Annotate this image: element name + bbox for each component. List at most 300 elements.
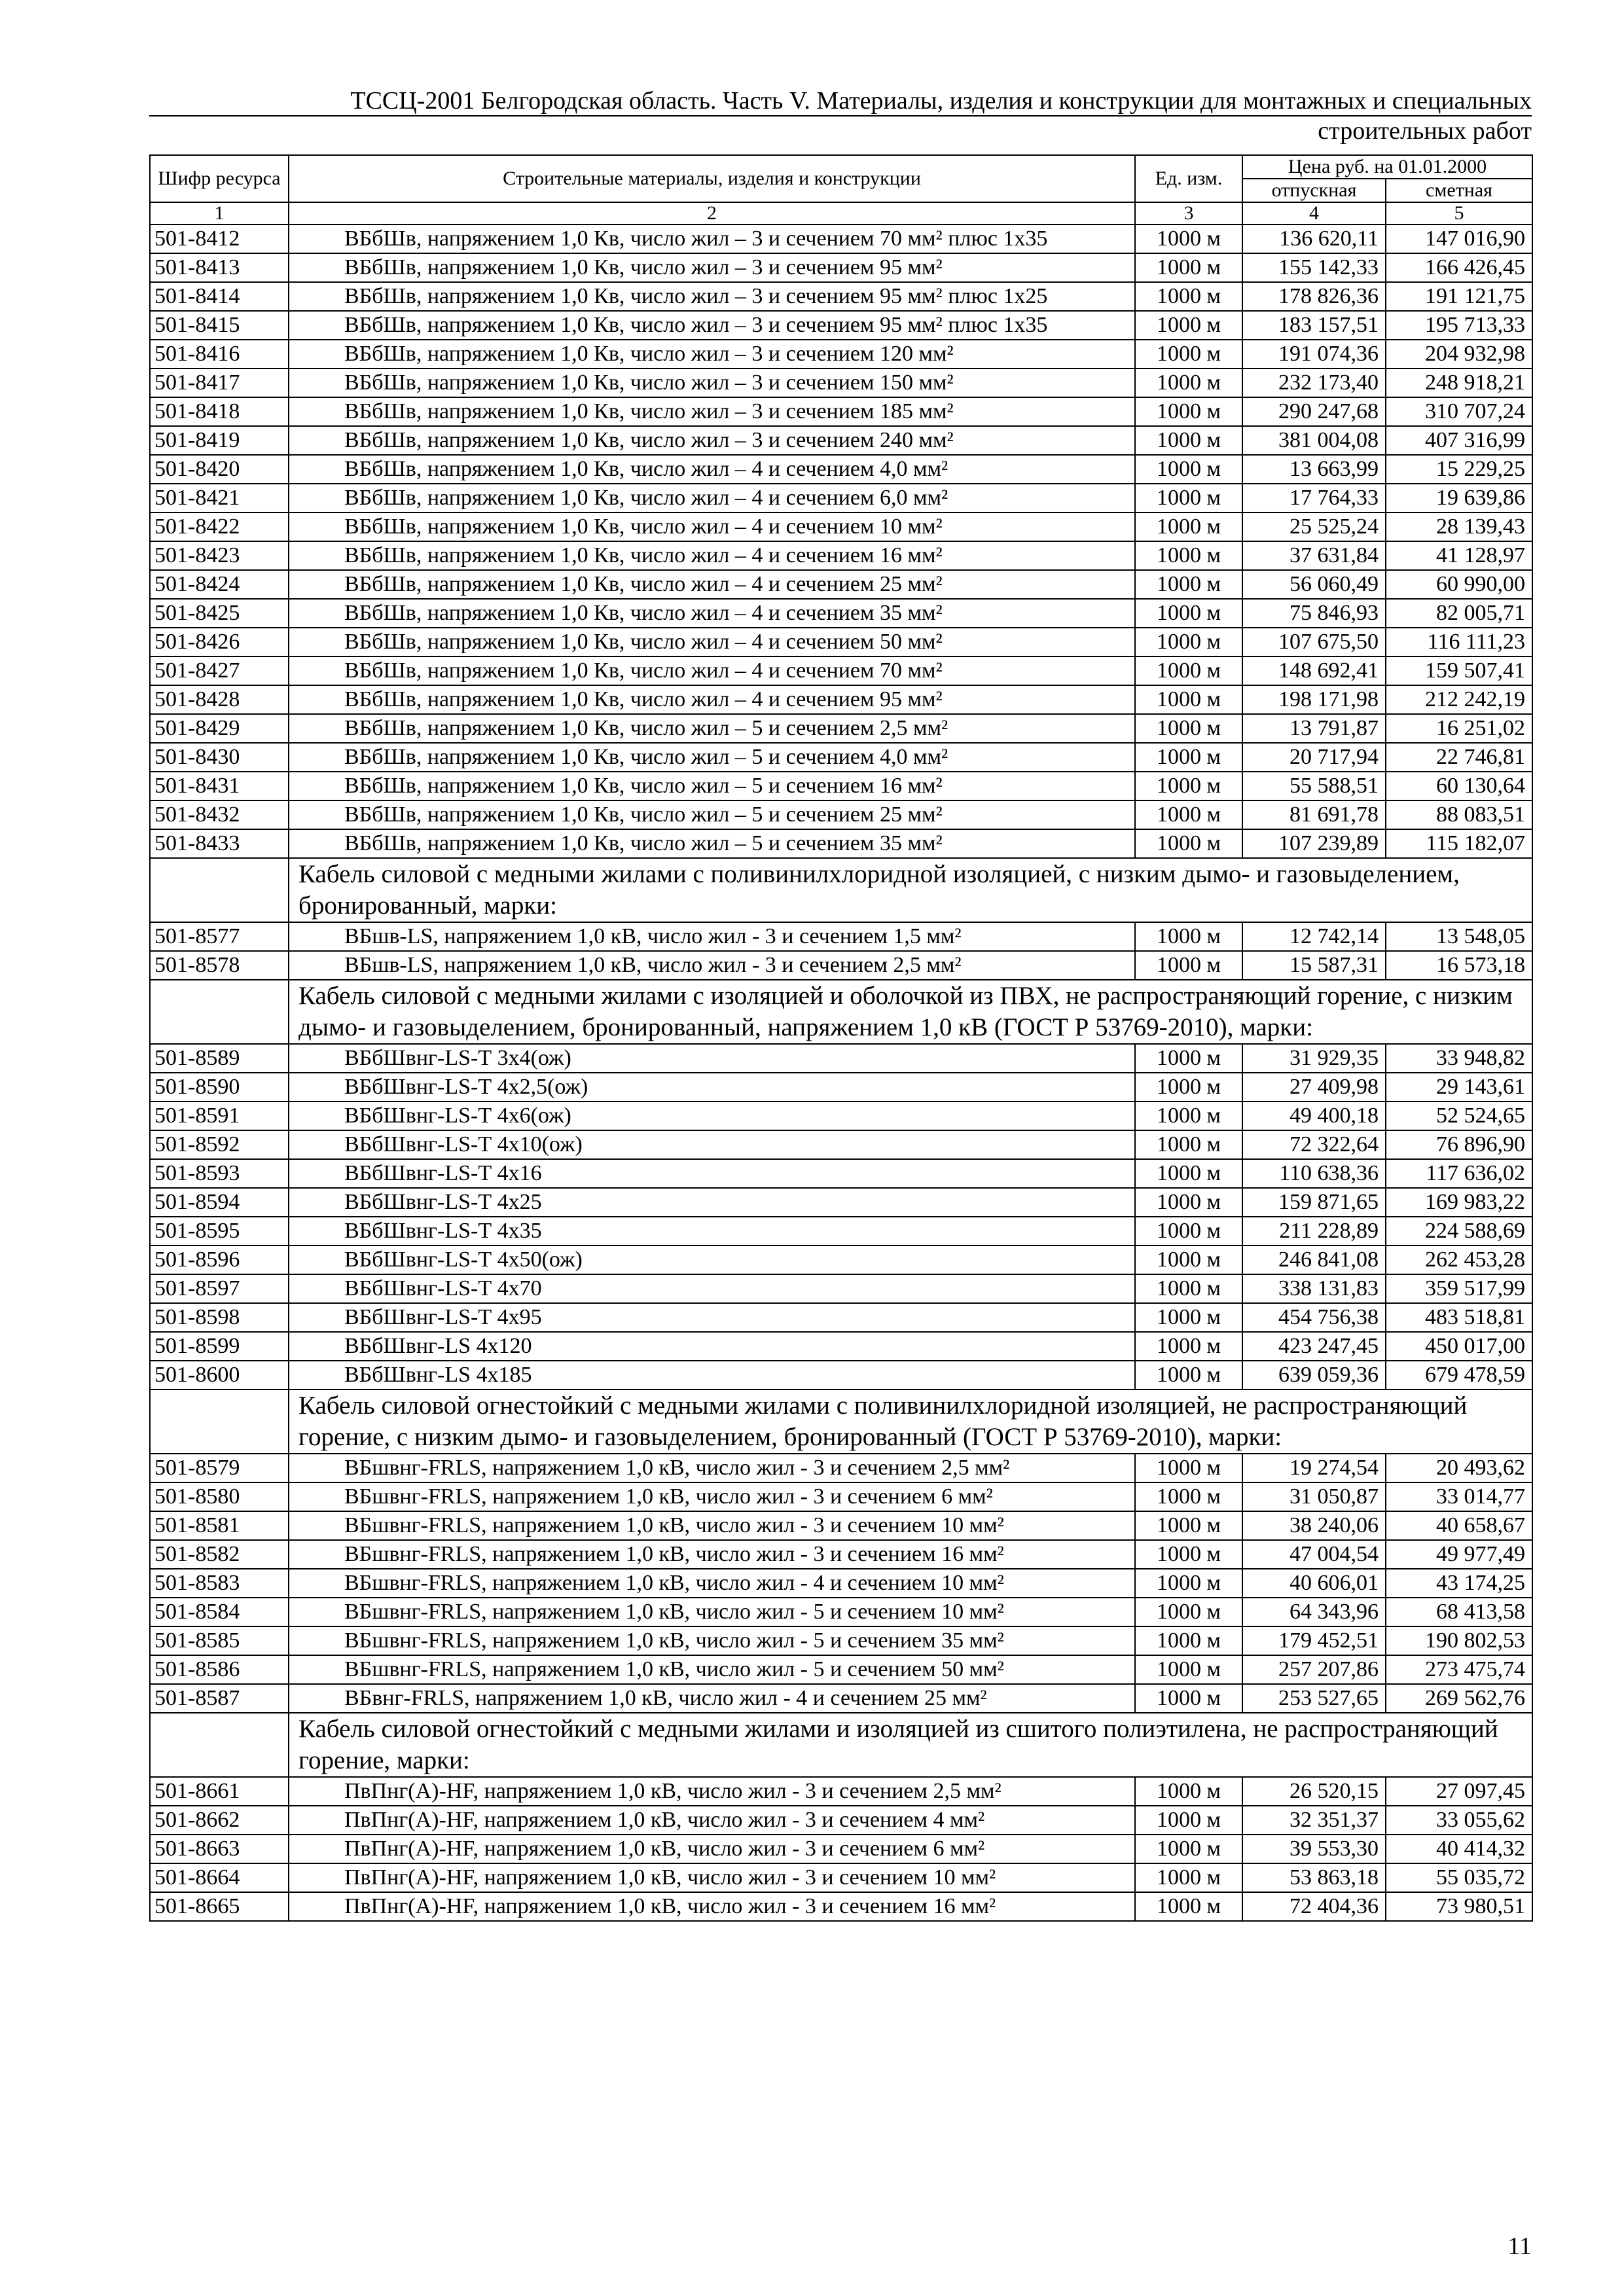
unit-cell: 1000 м	[1135, 1806, 1242, 1835]
resource-code: 501-8416	[150, 340, 289, 368]
table-row	[150, 1511, 1532, 1540]
estimate-price: 22 746,81	[1386, 743, 1532, 772]
estimate-price: 262 453,28	[1386, 1246, 1532, 1274]
material-description: ВБбШв, напряжением 1,0 Кв, число жил – 3 и сечением 95 мм² плюс 1х35	[289, 311, 1135, 340]
col-number: 2	[289, 202, 1135, 224]
section-row	[150, 1713, 1532, 1777]
estimate-price: 116 111,23	[1386, 628, 1532, 656]
table-row	[150, 311, 1532, 340]
table-row	[150, 1361, 1532, 1390]
col-number: 5	[1386, 202, 1532, 224]
release-price: 155 142,33	[1242, 253, 1386, 282]
table-row	[150, 253, 1532, 282]
table-row	[150, 599, 1532, 628]
table-row	[150, 1130, 1532, 1159]
unit-cell: 1000 м	[1135, 922, 1242, 951]
material-description: ВБбШв, напряжением 1,0 Кв, число жил – 4 и сечением 50 мм²	[289, 628, 1135, 656]
release-price: 13 663,99	[1242, 455, 1386, 484]
release-price: 198 171,98	[1242, 685, 1386, 714]
material-description: ВБбШв, напряжением 1,0 Кв, число жил – 4 и сечением 35 мм²	[289, 599, 1135, 628]
release-price: 13 791,87	[1242, 714, 1386, 743]
section-title: Кабель силовой с медными жилами с поливинилхлоридной изоляцией, с низким дымо- и газовыделением, бронированный, марки:	[289, 858, 1532, 922]
unit-cell: 1000 м	[1135, 282, 1242, 311]
table-row	[150, 1835, 1532, 1863]
unit-cell: 1000 м	[1135, 1454, 1242, 1482]
material-description: ВБшвнг-FRLS, напряжением 1,0 кВ, число жил - 3 и сечением 16 мм²	[289, 1540, 1135, 1569]
release-price: 423 247,45	[1242, 1332, 1386, 1361]
material-description: ПвПнг(А)-HF, напряжением 1,0 кВ, число жил - 3 и сечением 10 мм²	[289, 1863, 1135, 1892]
estimate-price: 19 639,86	[1386, 484, 1532, 512]
col-header-estimate-price: сметная	[1386, 179, 1532, 202]
material-description: ВБбШв, напряжением 1,0 Кв, число жил – 5 и сечением 25 мм²	[289, 800, 1135, 829]
unit-cell: 1000 м	[1135, 224, 1242, 253]
release-price: 47 004,54	[1242, 1540, 1386, 1569]
material-description: ПвПнг(А)-HF, напряжением 1,0 кВ, число жил - 3 и сечением 2,5 мм²	[289, 1777, 1135, 1806]
material-description: ВБшвнг-FRLS, напряжением 1,0 кВ, число жил - 3 и сечением 10 мм²	[289, 1511, 1135, 1540]
unit-cell: 1000 м	[1135, 1655, 1242, 1684]
table-row	[150, 1159, 1532, 1188]
table-row	[150, 1540, 1532, 1569]
table-row	[150, 570, 1532, 599]
release-price: 639 059,36	[1242, 1361, 1386, 1390]
resource-code: 501-8577	[150, 922, 289, 951]
estimate-price: 33 055,62	[1386, 1806, 1532, 1835]
estimate-price: 159 507,41	[1386, 656, 1532, 685]
estimate-price: 169 983,22	[1386, 1188, 1532, 1217]
resource-code: 501-8583	[150, 1569, 289, 1598]
resource-code: 501-8419	[150, 426, 289, 455]
table-row	[150, 1274, 1532, 1303]
resource-code: 501-8415	[150, 311, 289, 340]
estimate-price: 49 977,49	[1386, 1540, 1532, 1569]
resource-code: 501-8433	[150, 829, 289, 858]
table-row	[150, 224, 1532, 253]
material-description: ВБшв-LS, напряжением 1,0 кВ, число жил - 3 и сечением 1,5 мм²	[289, 922, 1135, 951]
table-row	[150, 1598, 1532, 1626]
release-price: 179 452,51	[1242, 1626, 1386, 1655]
unit-cell: 1000 м	[1135, 1159, 1242, 1188]
material-description: ВБбШв, напряжением 1,0 Кв, число жил – 4 и сечением 70 мм²	[289, 656, 1135, 685]
resource-code: 501-8580	[150, 1482, 289, 1511]
unit-cell: 1000 м	[1135, 1303, 1242, 1332]
release-price: 191 074,36	[1242, 340, 1386, 368]
table-row	[150, 426, 1532, 455]
resource-code: 501-8597	[150, 1274, 289, 1303]
estimate-price: 16 251,02	[1386, 714, 1532, 743]
release-price: 49 400,18	[1242, 1102, 1386, 1130]
release-price: 72 404,36	[1242, 1892, 1386, 1921]
unit-cell: 1000 м	[1135, 1626, 1242, 1655]
unit-cell: 1000 м	[1135, 1073, 1242, 1102]
estimate-price: 117 636,02	[1386, 1159, 1532, 1188]
estimate-price: 20 493,62	[1386, 1454, 1532, 1482]
estimate-price: 40 414,32	[1386, 1835, 1532, 1863]
table-row	[150, 1102, 1532, 1130]
material-description: ВБбШв, напряжением 1,0 Кв, число жил – 3 и сечением 95 мм² плюс 1х25	[289, 282, 1135, 311]
material-description: ВБбШвнг-LS-Т 4х2,5(ож)	[289, 1073, 1135, 1102]
table-row	[150, 282, 1532, 311]
estimate-price: 27 097,45	[1386, 1777, 1532, 1806]
estimate-price: 88 083,51	[1386, 800, 1532, 829]
estimate-price: 359 517,99	[1386, 1274, 1532, 1303]
material-description: ПвПнг(А)-HF, напряжением 1,0 кВ, число жил - 3 и сечением 6 мм²	[289, 1835, 1135, 1863]
material-description: ВБбШв, напряжением 1,0 Кв, число жил – 3 и сечением 120 мм²	[289, 340, 1135, 368]
release-price: 290 247,68	[1242, 397, 1386, 426]
release-price: 26 520,15	[1242, 1777, 1386, 1806]
col-header-unit: Ед. изм.	[1135, 155, 1242, 202]
material-description: ВБшвнг-FRLS, напряжением 1,0 кВ, число жил - 3 и сечением 2,5 мм²	[289, 1454, 1135, 1482]
table-row	[150, 1454, 1532, 1482]
estimate-price: 204 932,98	[1386, 340, 1532, 368]
table-row	[150, 541, 1532, 570]
resource-code: 501-8585	[150, 1626, 289, 1655]
resource-code: 501-8661	[150, 1777, 289, 1806]
release-price: 40 606,01	[1242, 1569, 1386, 1598]
release-price: 338 131,83	[1242, 1274, 1386, 1303]
table-row	[150, 772, 1532, 800]
section-row	[150, 980, 1532, 1044]
resource-code: 501-8581	[150, 1511, 289, 1540]
unit-cell: 1000 м	[1135, 628, 1242, 656]
release-price: 72 322,64	[1242, 1130, 1386, 1159]
estimate-price: 483 518,81	[1386, 1303, 1532, 1332]
table-row	[150, 340, 1532, 368]
resource-code: 501-8418	[150, 397, 289, 426]
page-header	[149, 86, 1532, 145]
section-row	[150, 1390, 1532, 1454]
release-price: 27 409,98	[1242, 1073, 1386, 1102]
release-price: 20 717,94	[1242, 743, 1386, 772]
unit-cell: 1000 м	[1135, 426, 1242, 455]
material-description: ВБбШв, напряжением 1,0 Кв, число жил – 5 и сечением 35 мм²	[289, 829, 1135, 858]
col-header-code: Шифр ресурса	[150, 155, 289, 202]
estimate-price: 115 182,07	[1386, 829, 1532, 858]
resource-code: 501-8412	[150, 224, 289, 253]
estimate-price: 15 229,25	[1386, 455, 1532, 484]
resource-code: 501-8589	[150, 1044, 289, 1073]
table-row	[150, 628, 1532, 656]
release-price: 15 587,31	[1242, 951, 1386, 980]
estimate-price: 76 896,90	[1386, 1130, 1532, 1159]
estimate-price: 191 121,75	[1386, 282, 1532, 311]
release-price: 17 764,33	[1242, 484, 1386, 512]
unit-cell: 1000 м	[1135, 253, 1242, 282]
release-price: 37 631,84	[1242, 541, 1386, 570]
resource-code: 501-8600	[150, 1361, 289, 1390]
resource-code: 501-8587	[150, 1684, 289, 1713]
unit-cell: 1000 м	[1135, 1835, 1242, 1863]
unit-cell: 1000 м	[1135, 1361, 1242, 1390]
table-row	[150, 512, 1532, 541]
unit-cell: 1000 м	[1135, 570, 1242, 599]
estimate-price: 68 413,58	[1386, 1598, 1532, 1626]
estimate-price: 310 707,24	[1386, 397, 1532, 426]
estimate-price: 28 139,43	[1386, 512, 1532, 541]
header-title-line2: строительных работ	[1318, 117, 1532, 145]
section-code-cell	[150, 980, 289, 1044]
table-row	[150, 743, 1532, 772]
material-description: ВБбШв, напряжением 1,0 Кв, число жил – 5 и сечением 4,0 мм²	[289, 743, 1135, 772]
table-body	[150, 224, 1532, 1921]
estimate-price: 40 658,67	[1386, 1511, 1532, 1540]
release-price: 211 228,89	[1242, 1217, 1386, 1246]
table-row	[150, 1246, 1532, 1274]
section-code-cell	[150, 1713, 289, 1777]
resource-code: 501-8579	[150, 1454, 289, 1482]
material-description: ВБбШв, напряжением 1,0 Кв, число жил – 4 и сечением 16 мм²	[289, 541, 1135, 570]
resource-code: 501-8431	[150, 772, 289, 800]
estimate-price: 269 562,76	[1386, 1684, 1532, 1713]
header-title-line1: ТССЦ-2001 Белгородская область. Часть V. Материалы, изделия и конструкции для монтажных и специальных	[149, 86, 1532, 117]
release-price: 19 274,54	[1242, 1454, 1386, 1482]
material-description: ВБбШвнг-LS-Т 4х10(ож)	[289, 1130, 1135, 1159]
section-title: Кабель силовой огнестойкий с медными жилами и изоляцией из сшитого полиэтилена, не распространяющий горение, марки:	[289, 1713, 1532, 1777]
material-description: ВБбШв, напряжением 1,0 Кв, число жил – 4 и сечением 4,0 мм²	[289, 455, 1135, 484]
table-row	[150, 1777, 1532, 1806]
estimate-price: 52 524,65	[1386, 1102, 1532, 1130]
resource-code: 501-8582	[150, 1540, 289, 1569]
resource-code: 501-8421	[150, 484, 289, 512]
resource-code: 501-8593	[150, 1159, 289, 1188]
unit-cell: 1000 м	[1135, 512, 1242, 541]
material-description: ВБбШв, напряжением 1,0 Кв, число жил – 4 и сечением 95 мм²	[289, 685, 1135, 714]
estimate-price: 16 573,18	[1386, 951, 1532, 980]
resource-code: 501-8664	[150, 1863, 289, 1892]
material-description: ВБшвнг-FRLS, напряжением 1,0 кВ, число жил - 5 и сечением 35 мм²	[289, 1626, 1135, 1655]
col-number: 1	[150, 202, 289, 224]
resource-code: 501-8590	[150, 1073, 289, 1102]
unit-cell: 1000 м	[1135, 829, 1242, 858]
table-row	[150, 1482, 1532, 1511]
col-number: 3	[1135, 202, 1242, 224]
material-description: ВБшвнг-FRLS, напряжением 1,0 кВ, число жил - 3 и сечением 6 мм²	[289, 1482, 1135, 1511]
table-row	[150, 1806, 1532, 1835]
release-price: 81 691,78	[1242, 800, 1386, 829]
estimate-price: 29 143,61	[1386, 1073, 1532, 1102]
estimate-price: 55 035,72	[1386, 1863, 1532, 1892]
col-header-price: Цена руб. на 01.01.2000	[1242, 155, 1532, 179]
resource-code: 501-8428	[150, 685, 289, 714]
unit-cell: 1000 м	[1135, 1511, 1242, 1540]
unit-cell: 1000 м	[1135, 541, 1242, 570]
unit-cell: 1000 м	[1135, 311, 1242, 340]
resource-code: 501-8432	[150, 800, 289, 829]
release-price: 148 692,41	[1242, 656, 1386, 685]
section-code-cell	[150, 1390, 289, 1454]
unit-cell: 1000 м	[1135, 951, 1242, 980]
table-row	[150, 800, 1532, 829]
estimate-price: 224 588,69	[1386, 1217, 1532, 1246]
material-description: ВБбШвнг-LS-Т 4х35	[289, 1217, 1135, 1246]
table-row	[150, 922, 1532, 951]
release-price: 56 060,49	[1242, 570, 1386, 599]
unit-cell: 1000 м	[1135, 1217, 1242, 1246]
unit-cell: 1000 м	[1135, 685, 1242, 714]
resource-code: 501-8424	[150, 570, 289, 599]
material-description: ВБбШв, напряжением 1,0 Кв, число жил – 3 и сечением 70 мм² плюс 1х35	[289, 224, 1135, 253]
table-row	[150, 951, 1532, 980]
material-description: ВБбШв, напряжением 1,0 Кв, число жил – 5 и сечением 16 мм²	[289, 772, 1135, 800]
unit-cell: 1000 м	[1135, 1482, 1242, 1511]
release-price: 75 846,93	[1242, 599, 1386, 628]
unit-cell: 1000 м	[1135, 1102, 1242, 1130]
resource-code: 501-8586	[150, 1655, 289, 1684]
table-row	[150, 484, 1532, 512]
estimate-price: 41 128,97	[1386, 541, 1532, 570]
release-price: 159 871,65	[1242, 1188, 1386, 1217]
estimate-price: 248 918,21	[1386, 368, 1532, 397]
material-description: ВБбШвнг-LS-Т 4х95	[289, 1303, 1135, 1332]
table-row	[150, 1569, 1532, 1598]
table-row	[150, 1892, 1532, 1921]
table-row	[150, 397, 1532, 426]
unit-cell: 1000 м	[1135, 1540, 1242, 1569]
release-price: 253 527,65	[1242, 1684, 1386, 1713]
estimate-price: 166 426,45	[1386, 253, 1532, 282]
unit-cell: 1000 м	[1135, 800, 1242, 829]
release-price: 53 863,18	[1242, 1863, 1386, 1892]
material-description: ВБбШв, напряжением 1,0 Кв, число жил – 4 и сечением 6,0 мм²	[289, 484, 1135, 512]
table-row	[150, 685, 1532, 714]
release-price: 136 620,11	[1242, 224, 1386, 253]
table-row	[150, 1626, 1532, 1655]
unit-cell: 1000 м	[1135, 743, 1242, 772]
resource-code: 501-8429	[150, 714, 289, 743]
material-description: ВБбШв, напряжением 1,0 Кв, число жил – 3 и сечением 185 мм²	[289, 397, 1135, 426]
resource-code: 501-8598	[150, 1303, 289, 1332]
release-price: 107 675,50	[1242, 628, 1386, 656]
estimate-price: 407 316,99	[1386, 426, 1532, 455]
table-row	[150, 1073, 1532, 1102]
unit-cell: 1000 м	[1135, 1598, 1242, 1626]
resource-code: 501-8595	[150, 1217, 289, 1246]
release-price: 25 525,24	[1242, 512, 1386, 541]
release-price: 39 553,30	[1242, 1835, 1386, 1863]
release-price: 12 742,14	[1242, 922, 1386, 951]
release-price: 381 004,08	[1242, 426, 1386, 455]
resource-code: 501-8662	[150, 1806, 289, 1835]
unit-cell: 1000 м	[1135, 368, 1242, 397]
resource-code: 501-8663	[150, 1835, 289, 1863]
material-description: ПвПнг(А)-HF, напряжением 1,0 кВ, число жил - 3 и сечением 4 мм²	[289, 1806, 1135, 1835]
estimate-price: 60 130,64	[1386, 772, 1532, 800]
estimate-price: 33 948,82	[1386, 1044, 1532, 1073]
resource-code: 501-8420	[150, 455, 289, 484]
release-price: 31 929,35	[1242, 1044, 1386, 1073]
unit-cell: 1000 м	[1135, 484, 1242, 512]
material-description: ВБбШвнг-LS-Т 4х25	[289, 1188, 1135, 1217]
estimate-price: 147 016,90	[1386, 224, 1532, 253]
resource-code: 501-8422	[150, 512, 289, 541]
col-number: 4	[1242, 202, 1386, 224]
release-price: 31 050,87	[1242, 1482, 1386, 1511]
table-row	[150, 1044, 1532, 1073]
unit-cell: 1000 м	[1135, 455, 1242, 484]
material-description: ВБбШвнг-LS-Т 3х4(ож)	[289, 1044, 1135, 1073]
release-price: 178 826,36	[1242, 282, 1386, 311]
release-price: 32 351,37	[1242, 1806, 1386, 1835]
release-price: 55 588,51	[1242, 772, 1386, 800]
resource-code: 501-8599	[150, 1332, 289, 1361]
table-row	[150, 714, 1532, 743]
col-header-materials: Строительные материалы, изделия и конструкции	[289, 155, 1135, 202]
release-price: 232 173,40	[1242, 368, 1386, 397]
resource-code: 501-8426	[150, 628, 289, 656]
table-row	[150, 455, 1532, 484]
unit-cell: 1000 м	[1135, 1777, 1242, 1806]
resource-code: 501-8417	[150, 368, 289, 397]
release-price: 110 638,36	[1242, 1159, 1386, 1188]
unit-cell: 1000 м	[1135, 1332, 1242, 1361]
release-price: 257 207,86	[1242, 1655, 1386, 1684]
material-description: ВБбШв, напряжением 1,0 Кв, число жил – 3 и сечением 95 мм²	[289, 253, 1135, 282]
material-description: ВБбШвнг-LS-Т 4х16	[289, 1159, 1135, 1188]
estimate-price: 43 174,25	[1386, 1569, 1532, 1598]
price-table	[149, 154, 1533, 1922]
material-description: ВБбШв, напряжением 1,0 Кв, число жил – 3 и сечением 150 мм²	[289, 368, 1135, 397]
unit-cell: 1000 м	[1135, 1188, 1242, 1217]
table-row	[150, 656, 1532, 685]
resource-code: 501-8594	[150, 1188, 289, 1217]
section-title: Кабель силовой огнестойкий с медными жилами с поливинилхлоридной изоляцией, не распространяющий горение, с низким дымо- и газовыделением, бронированный (ГОСТ Р 53769-2010), марки:	[289, 1390, 1532, 1454]
resource-code: 501-8413	[150, 253, 289, 282]
resource-code: 501-8592	[150, 1130, 289, 1159]
table-row	[150, 1217, 1532, 1246]
table-header	[150, 155, 1532, 224]
table-row	[150, 368, 1532, 397]
material-description: ВБбШвнг-LS-Т 4х50(ож)	[289, 1246, 1135, 1274]
estimate-price: 450 017,00	[1386, 1332, 1532, 1361]
material-description: ВБбШв, напряжением 1,0 Кв, число жил – 5 и сечением 2,5 мм²	[289, 714, 1135, 743]
release-price: 64 343,96	[1242, 1598, 1386, 1626]
unit-cell: 1000 м	[1135, 1863, 1242, 1892]
material-description: ВБбШвнг-LS-Т 4х70	[289, 1274, 1135, 1303]
unit-cell: 1000 м	[1135, 1246, 1242, 1274]
resource-code: 501-8665	[150, 1892, 289, 1921]
material-description: ВБшв-LS, напряжением 1,0 кВ, число жил - 3 и сечением 2,5 мм²	[289, 951, 1135, 980]
unit-cell: 1000 м	[1135, 340, 1242, 368]
estimate-price: 195 713,33	[1386, 311, 1532, 340]
table-row	[150, 1655, 1532, 1684]
material-description: ВБбШвнг-LS 4х185	[289, 1361, 1135, 1390]
release-price: 107 239,89	[1242, 829, 1386, 858]
resource-code: 501-8578	[150, 951, 289, 980]
material-description: ВБбШвнг-LS-Т 4х6(ож)	[289, 1102, 1135, 1130]
estimate-price: 73 980,51	[1386, 1892, 1532, 1921]
resource-code: 501-8430	[150, 743, 289, 772]
table-row	[150, 829, 1532, 858]
estimate-price: 33 014,77	[1386, 1482, 1532, 1511]
unit-cell: 1000 м	[1135, 1569, 1242, 1598]
table-row	[150, 1332, 1532, 1361]
resource-code: 501-8425	[150, 599, 289, 628]
resource-code: 501-8591	[150, 1102, 289, 1130]
section-code-cell	[150, 858, 289, 922]
material-description: ВБвнг-FRLS, напряжением 1,0 кВ, число жил - 4 и сечением 25 мм²	[289, 1684, 1135, 1713]
estimate-price: 212 242,19	[1386, 685, 1532, 714]
page-number: 11	[1507, 2233, 1532, 2260]
resource-code: 501-8427	[150, 656, 289, 685]
estimate-price: 679 478,59	[1386, 1361, 1532, 1390]
table-row	[150, 1684, 1532, 1713]
material-description: ВБбШв, напряжением 1,0 Кв, число жил – 4 и сечением 10 мм²	[289, 512, 1135, 541]
unit-cell: 1000 м	[1135, 1274, 1242, 1303]
section-title: Кабель силовой с медными жилами с изоляцией и оболочкой из ПВХ, не распространяющий горение, с низким дымо- и газовыделением, бронированный, напряжением 1,0 кВ (ГОСТ Р 53769-2010), марки:	[289, 980, 1532, 1044]
estimate-price: 273 475,74	[1386, 1655, 1532, 1684]
resource-code: 501-8414	[150, 282, 289, 311]
section-row	[150, 858, 1532, 922]
release-price: 183 157,51	[1242, 311, 1386, 340]
